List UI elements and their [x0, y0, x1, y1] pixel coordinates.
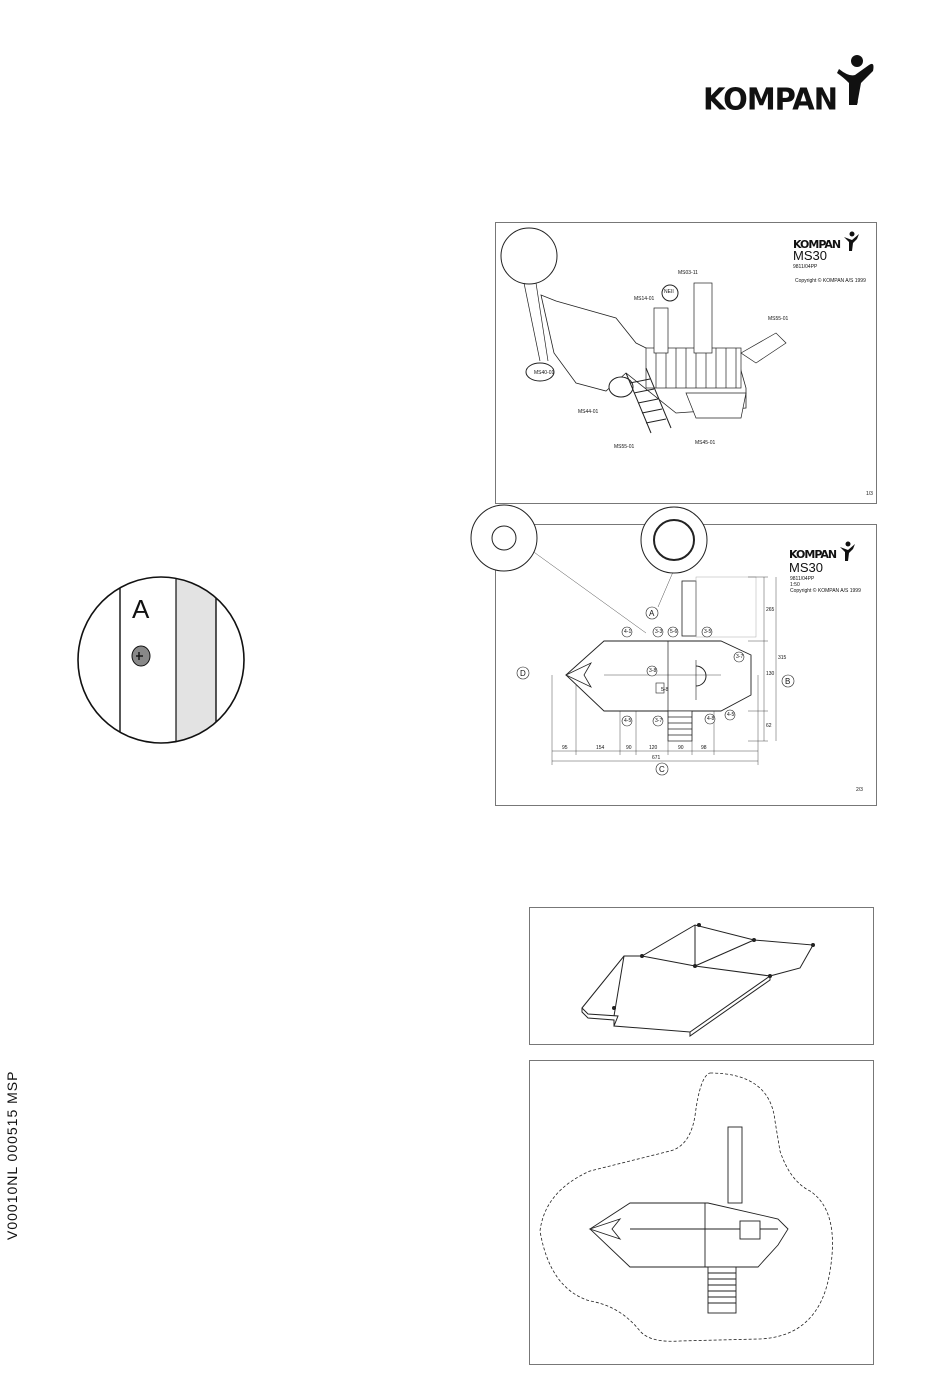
bolt-detail-circle: [76, 575, 246, 745]
callout-label: 3-5: [704, 629, 712, 635]
dimension-label: 130: [766, 671, 775, 677]
dimension-label: 154: [596, 745, 605, 751]
drawing-scale: 1:50: [790, 582, 800, 588]
logo-wordmark: KOMPAN: [703, 81, 837, 117]
page-number: 2/3: [856, 787, 863, 793]
callout-label: 3-7: [655, 718, 663, 724]
dimension-label: 120: [649, 745, 658, 751]
callout-label: 5-8: [661, 687, 669, 693]
callout-label: 4-5: [727, 712, 735, 718]
part-label: MS45-01: [695, 440, 716, 446]
dimension-label-total: 671: [652, 755, 661, 761]
drawing-date: 9811/04PP: [790, 576, 815, 582]
model-name: MS30: [789, 560, 823, 575]
panel-logo-wordmark: KOMPAN: [789, 548, 837, 561]
deck-isometric-drawing: [530, 908, 873, 1044]
callout-label: 5-6: [670, 629, 678, 635]
document-code: V00010NL 000515 MSP: [4, 1070, 20, 1240]
copyright-note: Copyright © KOMPAN A/S 1999: [790, 588, 861, 594]
dimension-label: 315: [778, 655, 787, 661]
ship-isometric-drawing: [496, 223, 876, 503]
part-label: MS40-01: [534, 370, 555, 376]
dimension-label: 98: [701, 745, 707, 751]
dimension-label: 90: [626, 745, 632, 751]
callout-label: 4-8: [707, 716, 715, 722]
registered-mark: ®: [852, 98, 858, 107]
copyright-note: Copyright © KOMPAN A/S 1999: [795, 278, 866, 284]
page-number: 1/3: [866, 491, 873, 497]
callout-label: 3-7: [736, 654, 744, 660]
dimension-label: 95: [562, 745, 568, 751]
callout-label: 4-5: [624, 718, 632, 724]
part-label: MS55-01: [768, 316, 789, 322]
view-label-a: A: [649, 609, 655, 618]
part-label: MS03-11: [678, 270, 698, 276]
logo-figure-icon: [835, 55, 895, 115]
assembly-view-panel: [495, 222, 877, 504]
part-label: MS14-01: [634, 296, 655, 302]
deck-isometric-panel: [529, 907, 874, 1045]
bolt-head-icon: [132, 646, 150, 666]
kompan-logo: [703, 55, 863, 115]
safety-zone-drawing: [530, 1061, 873, 1364]
detail-label-a: A: [132, 594, 150, 624]
callout-label: 3-3: [655, 629, 663, 635]
part-label: MS55-01: [614, 444, 635, 450]
view-label-b: B: [785, 677, 791, 686]
drawing-date: 9811/04PP: [793, 264, 818, 270]
dimension-label: 265: [766, 607, 775, 613]
model-name: MS30: [793, 248, 827, 263]
dimension-label: 90: [678, 745, 684, 751]
callout-label: 4-1: [624, 629, 632, 635]
part-label: MS44-01: [578, 409, 599, 415]
dimension-label: 62: [766, 723, 772, 729]
part-label: NEII: [664, 289, 674, 295]
view-label-c: C: [659, 765, 665, 774]
panel-logo-wordmark: KOMPAN: [793, 238, 841, 251]
view-label-d: D: [520, 669, 526, 678]
detail-bubbles: [466, 502, 706, 592]
callout-label: 3-8: [649, 668, 657, 674]
safety-zone-panel: [529, 1060, 874, 1365]
